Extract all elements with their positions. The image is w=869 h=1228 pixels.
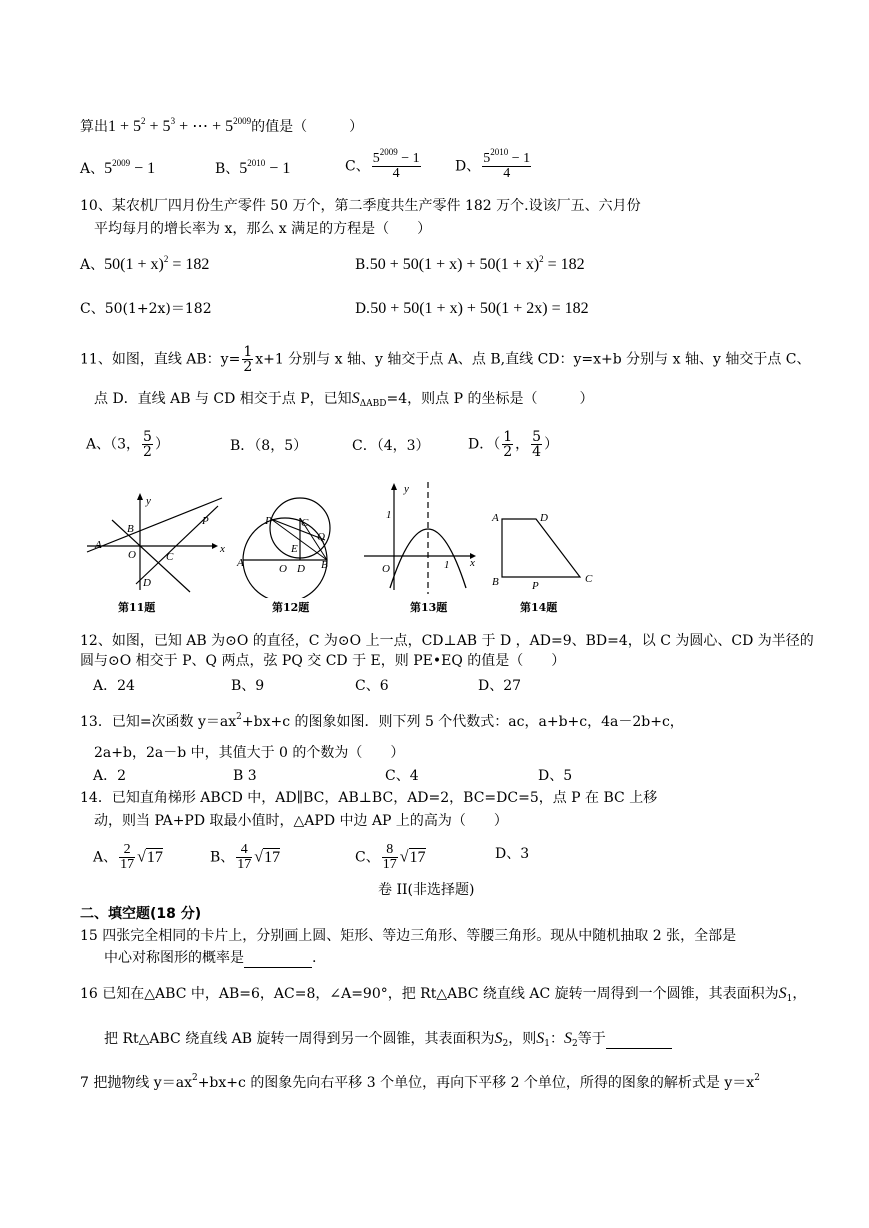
q12-option-b: B、9 (231, 678, 265, 694)
q9-option-c: C、 $\frac{5^{2009} - 1}{4}$ (345, 147, 420, 181)
f11-x-label: x (220, 543, 225, 555)
caption-figure-14: 第14题 (520, 601, 558, 614)
q14-line1: 14．已知直角梯形 ABCD 中，AD∥BC，AB⊥BC，AD=2，BC=DC=5，点 P 在 BC 上移 (80, 790, 658, 806)
f11-a-label: A (95, 539, 102, 551)
caption-figure-12: 第12题 (272, 601, 310, 614)
q10-option-c: C、50(1+2x)＝182 (80, 301, 212, 317)
q11-line2: 点 D．直线 AB 与 CD 相交于点 P，已知$S_{\Delta ABD}=4$，则点 P 的坐标是（ ） (94, 390, 594, 409)
q10-line1: 10、某农机厂四月份生产零件 50 万个，第二季度共生产零件 182 万个.设该厂五、六月份 (80, 198, 641, 214)
figure-11 (82, 490, 232, 600)
q12-option-c: C、6 (355, 678, 389, 694)
q11-option-a: A、（3， $\frac{5}{2}$ ） (86, 429, 169, 460)
q12-line1: 12、如图，已知 AB 为⊙O 的直径，C 为⊙O 上一点，CD⊥AB 于 D ，AD=9、BD=4，以 C 为圆心、CD 为半径的 (80, 633, 814, 649)
q16-line1: 16 已知在△ABC 中，AB=6，AC=8，∠A=90°，把 Rt△ABC 绕直线 AC 旋转一周得到一个圆锥，其表面积为$S_1$， (80, 985, 807, 1004)
caption-figure-13: 第13题 (410, 601, 448, 614)
f13-one-y-label: 1 (386, 509, 392, 521)
figure-13 (360, 478, 485, 598)
f14-a-label: A (492, 512, 499, 524)
f14-p-label: P (532, 580, 539, 592)
q10-option-d: D.50 + 50(1 + x) + 50(1 + 2x) = 182 (355, 300, 589, 317)
q13-option-b: B 3 (233, 768, 257, 784)
q12-option-a: A．24 (93, 678, 135, 694)
f13-y-label: y (404, 483, 409, 495)
q9-option-a: A、$5^{2009} - 1$ (80, 158, 156, 177)
f11-y-label: y (146, 495, 151, 507)
figure-12 (235, 488, 355, 598)
q10-line2: 平均每月的增长率为 x，那么 x 满足的方程是（ ） (94, 221, 432, 237)
f14-c-label: C (585, 573, 593, 585)
q14-option-c: C、 $\frac{8}{17}$ √17 (355, 842, 426, 872)
q13-line2: 2a+b，2a－b 中，其值大于 0 的个数为（ ） (94, 745, 405, 761)
section-heading: 二、填空题(18 分) (80, 906, 202, 922)
q9-option-b: B、$5^{2010} - 1$ (215, 158, 291, 177)
q13-line1: 13．已知=次函数 $y=ax^2+bx+c$ 的图象如图．则下列 5 个代数式：ac，a+b+c，4a－2b+c， (80, 712, 684, 730)
q15-line1: 15 四张完全相同的卡片上，分别画上圆、矩形、等边三角形、等腰三角形。现从中随机抽取 2 张，全部是 (80, 928, 737, 944)
q11-option-b: B．（8，5） (230, 438, 308, 454)
f14-d-label: D (540, 512, 548, 524)
q13-option-d: D、5 (538, 768, 573, 784)
f12-p-label: P (265, 515, 272, 527)
f12-o-label: O (279, 563, 287, 575)
q14-option-d: D、3 (495, 846, 530, 862)
f12-a-label: A (237, 557, 244, 569)
f12-c-label: C (301, 517, 309, 529)
q13-option-c: C、4 (385, 768, 419, 784)
q9-stem: 算出$1 + 5^2 + 5^3$ + ⋯ + $5^{2009}$的值是（ ） (80, 116, 364, 135)
q9-option-d: D、 $\frac{5^{2010} - 1}{4}$ (455, 147, 531, 181)
q15-line2: 中心对称图形的概率是 . (104, 950, 317, 966)
f13-o-label: O (382, 563, 390, 575)
f12-b-label: B (321, 559, 328, 571)
q11-line1: 11、如图，直线 AB：y= $\frac{1}{2}$ x+1 分别与 x 轴、y 轴交于点 A、点 B,直线 CD：y=x+b 分别与 x 轴、y 轴交于点 C、 (80, 344, 811, 375)
q12-option-d: D、27 (478, 678, 522, 694)
f11-c-label: C (166, 551, 174, 563)
q10-option-b: $B.50 + 50(1 + x) + 50(1 + x)^2 = 182$ (355, 254, 585, 273)
q11-option-c: C．（4，3） (352, 438, 430, 454)
q13-option-a: A．2 (93, 768, 127, 784)
figure-14 (488, 505, 603, 595)
q16-line2: 把 Rt△ABC 绕直线 AB 旋转一周得到另一个圆锥，其表面积为$S_2$，则$S_1$：$S_2$等于 (104, 1029, 672, 1049)
q10-option-a: A、$50(1 + x)^2 = 182$ (80, 254, 210, 273)
f11-o-label: O (128, 549, 136, 561)
f14-b-label: B (492, 576, 499, 588)
q17-line: 7 把抛物线 $y=ax^2+bx+c$ 的图象先向右平移 3 个单位，再向下平移 2 个单位，所得的图象的解析式是 $y=x^2$ (80, 1073, 760, 1091)
f13-x-label: x (470, 557, 475, 569)
caption-figure-11: 第11题 (118, 601, 156, 614)
f11-b-label: B (127, 523, 134, 535)
q14-line2: 动，则当 PA+PD 取最小值时，△APD 中边 AP 上的高为（ ） (94, 813, 508, 829)
q14-option-a: A、 $\frac{2}{17}$ √17 (93, 842, 163, 872)
q12-line2: 圆与⊙O 相交于 P、Q 两点，弦 PQ 交 CD 于 E，则 PE•EQ 的值是（ ） (80, 653, 566, 669)
section-title: 卷 II(非选择题) (378, 882, 475, 898)
f11-p-label: P (202, 515, 209, 527)
f11-d-label: D (143, 577, 151, 589)
f13-one-x-label: 1 (444, 559, 450, 571)
q11-option-d: D．（ $\frac{1}{2}$ ， $\frac{5}{4}$ ） (468, 429, 559, 460)
f12-q-label: Q (317, 531, 325, 543)
f12-e-label: E (291, 543, 298, 555)
q14-option-b: B、 $\frac{4}{17}$ √17 (210, 842, 281, 872)
f12-d-label: D (297, 563, 305, 575)
